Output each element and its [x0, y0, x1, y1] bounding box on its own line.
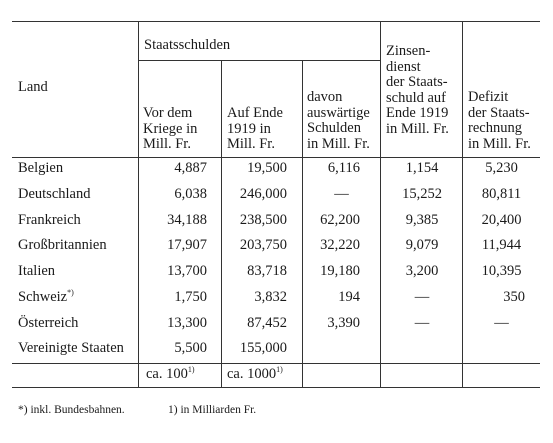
row-oesterreich-ausw: 3,390	[327, 315, 360, 331]
row-italien-zins: 3,200	[405, 263, 439, 279]
row-deutschland-vor: 6,038	[174, 186, 207, 202]
row-schweiz-footnote-mark: *)	[67, 288, 74, 298]
header-staatsschulden: Staatsschulden	[144, 37, 231, 53]
row-schweiz-land	[18, 290, 74, 306]
row-frankreich-ausw: 62,200	[320, 212, 360, 228]
row-oesterreich-land: Österreich	[18, 315, 79, 331]
row-grossbritannien-def: 11,944	[481, 237, 522, 253]
header-auf-ende-1919: Auf Ende 1919 in Mill. Fr.	[227, 105, 283, 152]
footnote-one: 1) in Milliarden Fr.	[168, 404, 257, 416]
row-grossbritannien-vor: 17,907	[167, 237, 207, 253]
table-top-rule	[12, 21, 540, 22]
header-defizit: Defizit der Staats- rechnung in Mill. Fr.	[468, 89, 531, 152]
row-italien-ende: 83,718	[247, 263, 287, 279]
header-vor-dem-kriege: Vor dem Kriege in Mill. Fr.	[143, 105, 198, 152]
extra-ende-text: ca. 1000	[227, 366, 277, 382]
row-italien-vor: 13,700	[167, 263, 207, 279]
row-vereinigte-staaten-land: Vereinigte Staaten	[18, 340, 124, 356]
extra-vor	[146, 367, 195, 383]
header-zinsendienst: Zinsen- dienst der Staats- schuld auf Ende 1919 in Mill. Fr.	[386, 43, 449, 137]
row-grossbritannien-land: Großbritannien	[18, 237, 107, 253]
row-oesterreich-vor: 13,300	[167, 315, 207, 331]
table-bottom-rule	[12, 387, 540, 388]
extra-ende-footnote-mark: 1)	[276, 365, 283, 375]
row-schweiz-ende: 3,832	[254, 289, 287, 305]
row-schweiz-zins: —	[414, 289, 430, 305]
row-belgien-vor: 4,887	[174, 160, 207, 176]
row-schweiz-land-text: Schweiz	[18, 289, 68, 305]
header-land: Land	[18, 79, 48, 95]
row-schweiz-vor: 1,750	[174, 289, 207, 305]
row-belgien-zins: 1,154	[405, 160, 439, 176]
row-schweiz-def: 350	[503, 289, 525, 305]
row-oesterreich-zins: —	[414, 315, 430, 331]
row-belgien-def: 5,230	[485, 160, 518, 176]
row-schweiz-ausw: 194	[338, 289, 360, 305]
column-rule-4	[380, 21, 381, 387]
row-italien-def: 10,395	[481, 263, 522, 279]
row-deutschland-ende: 246,000	[239, 186, 287, 202]
row-deutschland-def: 80,811	[481, 186, 522, 202]
row-oesterreich-def: —	[494, 315, 509, 331]
extra-vor-text: ca. 100	[146, 366, 188, 382]
staatsschulden-rule	[138, 60, 380, 61]
column-rule-3	[302, 60, 303, 387]
row-belgien-ende: 19,500	[247, 160, 287, 176]
column-rule-1	[138, 21, 139, 387]
row-italien-ausw: 19,180	[320, 263, 360, 279]
row-vereinigte-staaten-vor: 5,500	[174, 340, 207, 356]
row-deutschland-zins: 15,252	[402, 186, 442, 202]
row-grossbritannien-ausw: 32,220	[320, 237, 360, 253]
header-bottom-rule	[12, 157, 540, 158]
row-deutschland-land: Deutschland	[18, 186, 91, 202]
row-frankreich-vor: 34,188	[167, 212, 207, 228]
row-deutschland-ausw: —	[334, 186, 349, 202]
row-frankreich-def: 20,400	[481, 212, 522, 228]
header-auswaertige-schulden: davon auswärtige Schulden in Mill. Fr.	[307, 89, 370, 152]
row-oesterreich-ende: 87,452	[247, 315, 287, 331]
row-frankreich-ende: 238,500	[239, 212, 287, 228]
footnote-star: *) inkl. Bundesbahnen.	[18, 404, 125, 416]
extra-ende	[227, 367, 283, 383]
row-grossbritannien-zins: 9,079	[405, 237, 439, 253]
column-rule-5	[462, 21, 463, 387]
row-vereinigte-staaten-ende: 155,000	[239, 340, 287, 356]
row-italien-land: Italien	[18, 263, 56, 279]
body-bottom-rule	[12, 363, 540, 364]
row-belgien-land: Belgien	[18, 160, 64, 176]
row-frankreich-land: Frankreich	[18, 212, 81, 228]
row-grossbritannien-ende: 203,750	[239, 237, 287, 253]
row-belgien-ausw: 6,116	[327, 160, 360, 176]
row-frankreich-zins: 9,385	[405, 212, 439, 228]
extra-vor-footnote-mark: 1)	[187, 365, 195, 375]
column-rule-2	[221, 60, 222, 387]
